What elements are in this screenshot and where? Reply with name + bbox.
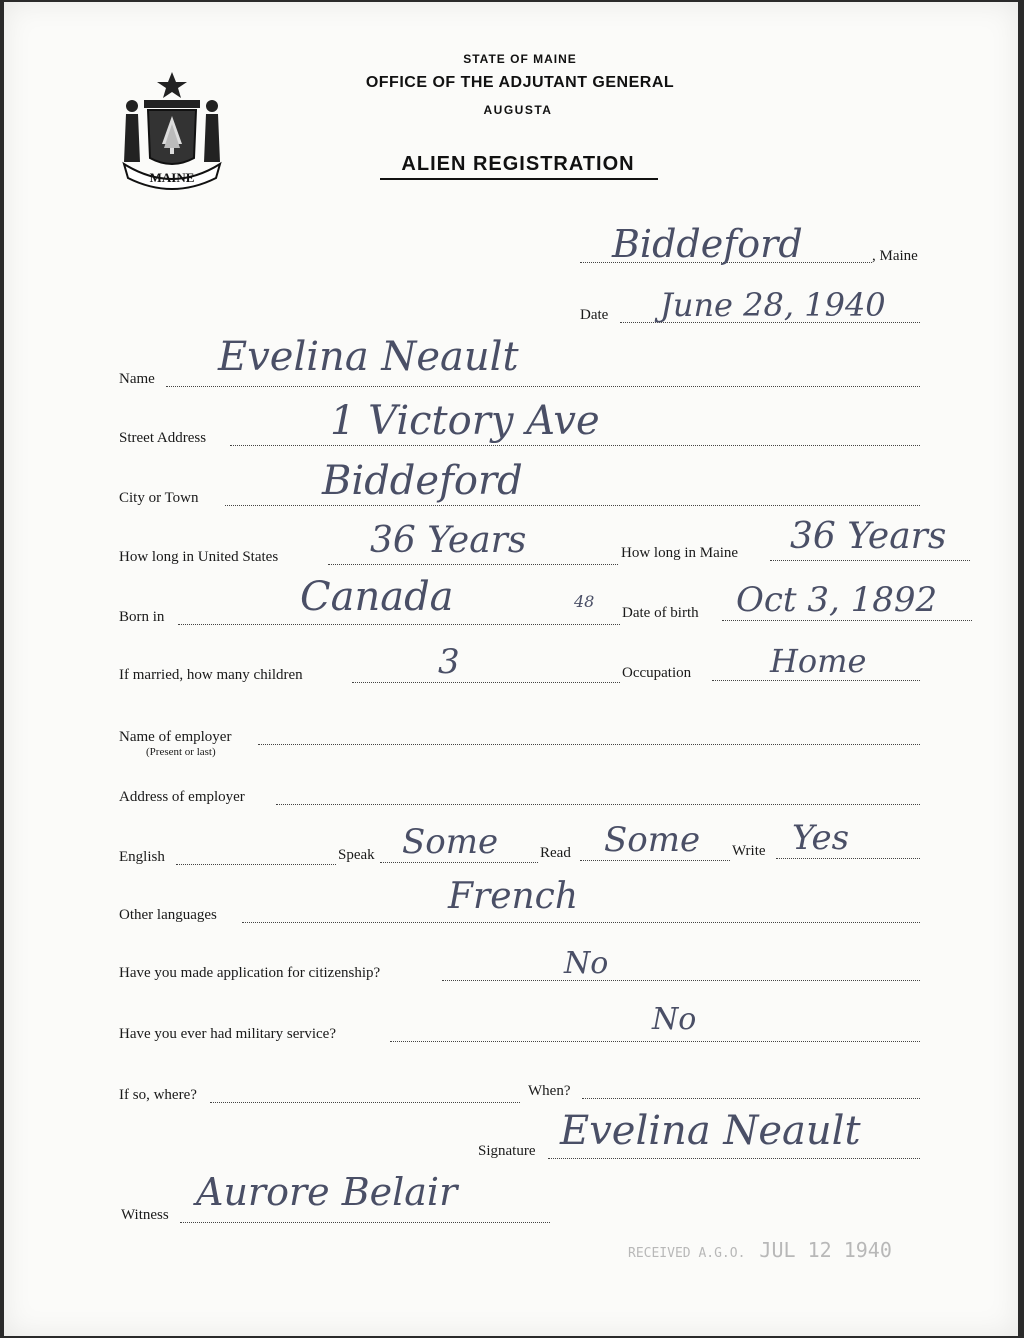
date-value: June 28, 1940 [660,286,886,324]
english-label: English [119,849,165,865]
where-line [210,1102,520,1103]
city-label: City or Town [119,490,199,506]
children-value: 3 [438,642,460,682]
us-value: 36 Years [370,520,527,561]
maine-line [770,560,970,561]
received-stamp-date: JUL 12 1940 [759,1238,892,1262]
born-label: Born in [119,609,165,625]
occupation-line [712,680,920,681]
other-languages-line [242,922,920,923]
military-value: No [652,1002,697,1037]
maine-label: How long in Maine [621,545,739,561]
us-line [328,564,618,565]
maine-value: 36 Years [790,516,947,557]
name-line [166,386,920,387]
children-line [352,682,620,683]
other-languages-label: Other languages [119,907,217,923]
speak-label: Speak [338,847,375,863]
city-heading: AUGUSTA [483,103,553,117]
seal-text: MAINE [149,170,195,185]
dob-label: Date of birth [622,605,699,621]
city-value: Biddeford [322,458,523,504]
citizenship-line [442,980,920,981]
street-value: 1 Victory Ave [330,398,600,444]
dob-line [722,620,972,621]
write-label: Write [732,843,766,859]
name-value: Evelina Neault [218,334,519,380]
read-label: Read [540,845,571,861]
form-title: ALIEN REGISTRATION [401,153,635,175]
write-line [776,858,920,859]
english-line [176,864,336,865]
born-line [178,624,620,625]
read-line [580,860,730,861]
name-label: Name [119,371,155,387]
signature-label: Signature [478,1143,536,1159]
us-label: How long in United States [119,549,279,565]
office-heading: OFFICE OF THE ADJUTANT GENERAL [365,74,675,91]
speak-value: Some [402,822,499,862]
write-value: Yes [792,818,850,858]
date-label: Date [580,307,609,323]
military-line [390,1041,920,1042]
employer-label: Name of employer [119,729,232,745]
children-label: If married, how many children [119,667,303,683]
military-label: Have you ever had military service? [119,1026,336,1042]
witness-value: Aurore Belair [196,1170,458,1214]
other-languages-value: French [448,876,579,917]
city-line [225,505,920,506]
state-heading: STATE OF MAINE [463,52,577,66]
citizenship-label: Have you made application for citizenship? [119,965,381,981]
employer-line [258,744,920,745]
occupation-value: Home [770,642,867,680]
received-stamp-text: RECEIVED A.G.O. [628,1246,746,1261]
title-underline [380,178,658,180]
signature-value: Evelina Neault [560,1108,861,1154]
witness-label: Witness [121,1207,169,1223]
street-line [230,445,920,446]
born-value: Canada [300,574,454,620]
received-stamp [628,1238,892,1262]
dob-value: Oct 3, 1892 [736,580,938,620]
read-value: Some [604,820,701,860]
when-label: When? [528,1083,571,1099]
where-label: If so, where? [119,1087,197,1103]
place-suffix: , Maine [872,248,918,264]
citizenship-value: No [564,946,609,981]
witness-line [180,1222,550,1223]
signature-line [548,1158,920,1159]
occupation-label: Occupation [622,665,692,681]
street-label: Street Address [119,430,207,446]
employer-sublabel: (Present or last) [146,746,216,758]
speak-line [380,862,538,863]
employer-address-label: Address of employer [119,789,245,805]
age-value: 48 [574,592,595,611]
place-value: Biddeford [612,222,803,266]
employer-address-line [276,804,920,805]
when-line [582,1098,920,1099]
